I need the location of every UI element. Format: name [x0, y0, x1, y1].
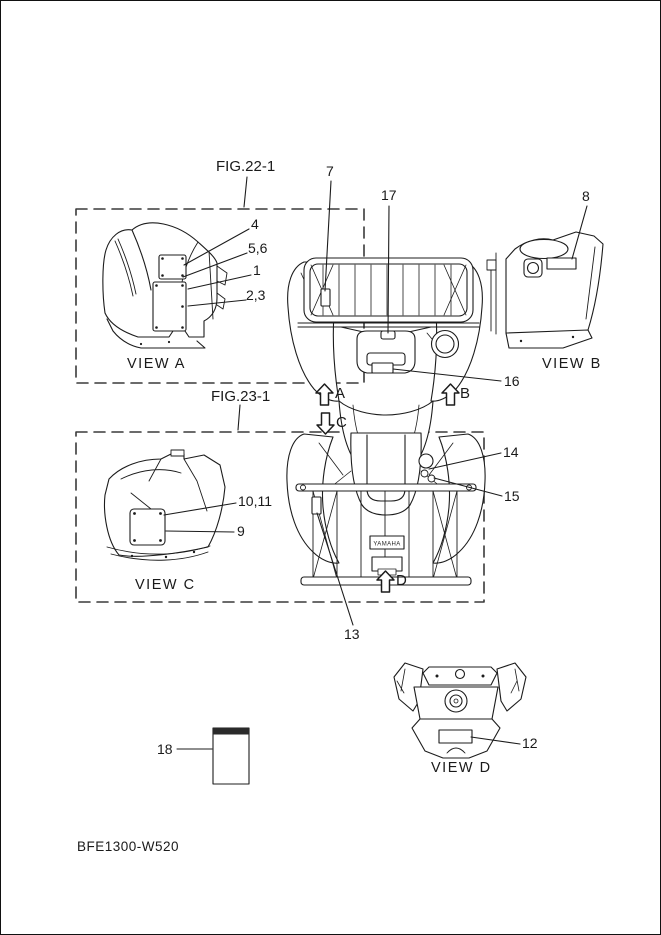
arrow-b-letter: B — [460, 385, 471, 402]
view-b-drawing — [487, 232, 603, 348]
item-18-label-drawing — [213, 728, 249, 784]
callout-14: 14 — [503, 444, 519, 460]
view-b-label: VIEW B — [542, 356, 602, 372]
view-a-label: VIEW A — [127, 356, 186, 372]
leader-fig22 — [244, 177, 247, 207]
callout-13: 13 — [344, 626, 360, 642]
fig23-reference: FIG.23-1 — [211, 388, 271, 405]
arrow-a-letter: A — [335, 385, 346, 402]
callout-15: 15 — [504, 488, 520, 504]
view-d-label: VIEW D — [431, 760, 492, 776]
view-a-drawing — [103, 223, 227, 348]
callout-10-11: 10,11 — [238, 493, 272, 509]
callout-16: 16 — [504, 373, 520, 389]
arrow-d-letter: D — [396, 572, 407, 589]
drawing-code: BFE1300-W520 — [77, 839, 180, 854]
callout-2-3: 2,3 — [246, 287, 266, 303]
callout-1: 1 — [253, 262, 261, 278]
callout-4: 4 — [251, 216, 259, 232]
callout-9: 9 — [237, 523, 245, 539]
callout-17: 17 — [381, 187, 397, 203]
callout-12: 12 — [522, 735, 538, 751]
fig22-reference: FIG.22-1 — [216, 158, 276, 175]
view-c-label: VIEW C — [135, 577, 196, 593]
callout-5-6: 5,6 — [248, 240, 268, 256]
callout-8: 8 — [582, 188, 590, 204]
callout-18: 18 — [157, 741, 173, 757]
rear-view-drawing — [287, 433, 485, 585]
arrow-c-down-icon — [317, 413, 334, 434]
arrow-c-letter: C — [336, 414, 347, 431]
leader-fig23 — [238, 405, 240, 430]
view-d-drawing — [394, 663, 526, 758]
view-c-drawing — [105, 450, 225, 560]
callout-7: 7 — [326, 163, 334, 179]
yamaha-emblem-text: YAMAHA — [373, 541, 401, 548]
diagram-line-art — [1, 1, 661, 935]
leader-13 — [317, 513, 353, 625]
